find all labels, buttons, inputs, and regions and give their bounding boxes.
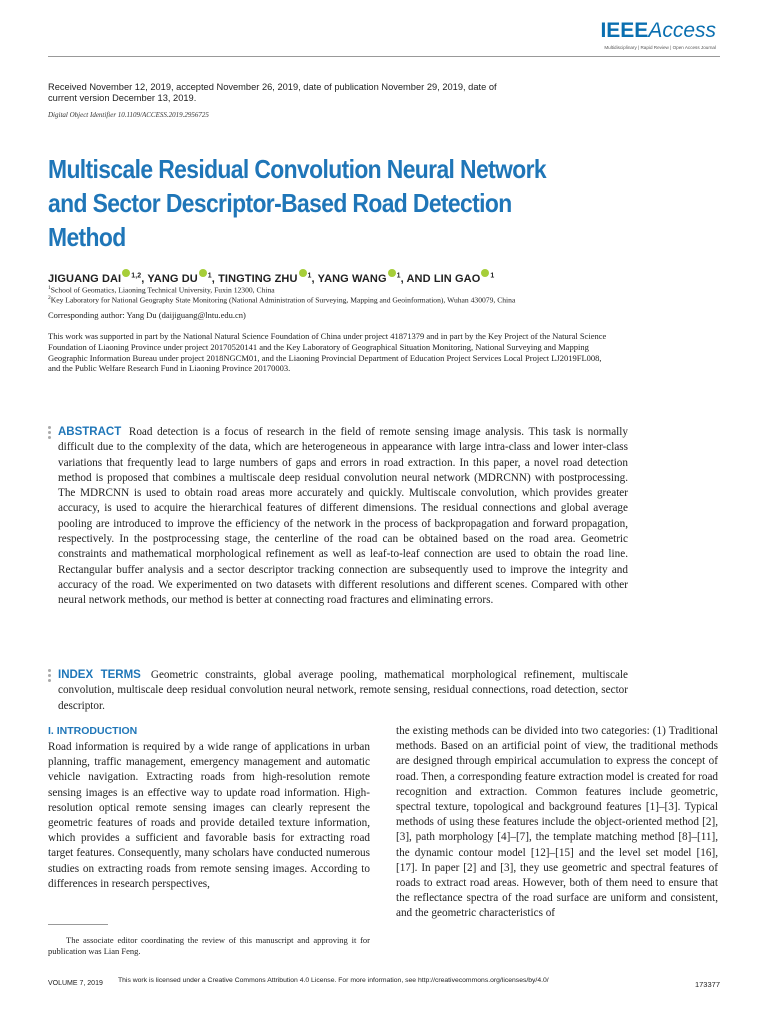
orcid-icon[interactable] [388,269,396,277]
author-separator: , AND [400,273,434,285]
section-heading: I. INTRODUCTION [48,725,138,737]
journal-tagline: Multidisciplinary | Rapid Review | Open Access Journal [604,45,716,50]
index-terms-text: Geometric constraints, global average pooling, mathematical morphological refinement, multiscale convolution, multiscale deep residual convolution neural network, remote sensing, residual connections, road detection, sector descriptor. [58,669,629,712]
author-name: TINGTING ZHU [218,273,298,285]
corresponding-author: Corresponding author: Yang Du (daijiguang@lntu.edu.cn) [48,310,246,320]
orcid-icon[interactable] [199,269,207,277]
affiliation-text: Key Laboratory for National Geography State Monitoring (National Administration of Surveying, Mapping and Geoinformation), Wuhan 430079, China [50,295,516,305]
affiliation-number: 1 [48,285,51,291]
intro-left-column: Road information is required by a wide range of applications in urban planning, traffic management, emergency management and automatic vehicle navigation. Extracting roads from high-resolution remote sensing images is an effective way to update road information. High-resolution optical remote sensing images can clearly represent the geometric features of roads and provide detailed texture information, which provides a sufficient and favorable basis for extracting road target features. Consequently, many scholars have conducted numerous studies on extracting roads from remote sensing images. According to differences in research perspectives, [48,741,370,890]
footer-volume: VOLUME 7, 2019 [48,980,103,987]
author-separator: , [141,273,148,285]
abstract-label: ABSTRACT [58,426,122,438]
orcid-icon[interactable] [122,269,130,277]
affiliation-2 [48,294,515,305]
index-terms-marker-icon [48,669,52,684]
affiliation-1 [48,284,275,295]
index-terms [58,668,628,714]
logo-access: Access [648,19,716,42]
affiliation-number: 2 [48,295,51,301]
author-affil: 1 [490,272,495,280]
header-divider [48,56,720,57]
author-name: YANG WANG [317,273,387,285]
author-name: LIN GAO [433,273,481,285]
author-list [48,269,494,285]
funding-statement: This work was supported in part by the National Natural Science Foundation of China under project 41871379 and in part by the Key Project of the Natural Science Foundation of Liaoning Province under project 20170520141 and the Key Laboratory of Geographical Situation Monitoring, National Surveying and Mapping Geographic Information Bureau under project 2018NGCM01, and the Liaoning Provincial Department of Education Project Services Local Project LJ2019FL008, and the Public Welfare Research Fund in Liaoning Province 20170003. [48,331,607,374]
footer-license[interactable]: This work is licensed under a Creative Commons Attribution 4.0 License. For more information, see http://creativecommons.org/licenses/by/4.0/ [118,977,549,984]
abstract-marker-icon [48,426,52,441]
paper-title: Multiscale Residual Convolution Neural Network and Sector Descriptor-Based Road Detection Method [48,154,546,252]
abstract-text: Road detection is a focus of research in the field of remote sensing image analysis. This task is normally difficult due to the complexity of the data, which are heterogeneous in appearance with large intra-class and lower inter-class variations that frequently lead to large numbers of gaps and errors in road extraction. In this paper, a novel road detection method is proposed that combines a multiscale deep residual convolution neural network (MDRCNN) with postprocessing. The MDRCNN is used to obtain road areas more accurately and quickly. Multiscale convolution, which provides greater accuracy, is used to acquire the hierarchical features of different dimensions. The residual connections and global average pooling are introduced to improve the efficiency of the network in the process of backpropagation and forward propagation, respectively. In the postprocessing stage, the centerline of the road can be obtained based on the road area. Geometric constraints and mathematical morphological refinement as well as leaf-to-leaf connection are used to obtain the road line. Rectangular buffer analysis and a sector descriptor tracking connection are subsequently used to improve the integrity and accuracy of the road. We experimented on two datasets with different resolutions and different scenes. Compared with other neural network methods, our method is better at connecting road fractures and eliminating errors. [58,426,628,607]
page-number: 173377 [694,980,720,989]
author-name: YANG DU [147,273,198,285]
publication-dates: Received November 12, 2019, accepted November 26, 2019, date of publication November 29, 2019, date of current version December 13, 2019. [48,82,497,103]
author-affil: 1 [396,272,401,280]
index-terms-label: INDEX TERMS [58,669,141,681]
author-affil: 1,2 [131,272,142,280]
author-separator: , [311,273,318,285]
footnote-divider [48,924,108,925]
affiliation-text: School of Geomatics, Liaoning Technical University, Fuxin 12300, China [50,285,275,295]
journal-logo [600,20,716,50]
author-affil: 1 [307,272,312,280]
author-separator: , [211,273,219,285]
author-name: JIGUANG DAI [48,273,122,285]
intro-right-column: the existing methods can be divided into two categories: (1) Traditional methods. Based on an artificial point of view, the traditional methods are designed through empirical accumulation to express the concept of road. Then, a corresponding feature extraction model is created for road recognition and extraction. Common features include geometric, spectral texture, topological and background features [1]–[3]. Typical methods of using these features include the object-oriented method [2], [3], path morphology [4]–[7], the template matching method [8]–[11], the dynamic contour model [12]–[15] and the level set model [16], [17]. In paper [2] and [3], they use geometric and spectral features of roads to extract road areas. However, both of them need to ensure that the reflectance spectra of the road surface are uniform and consistent, and the geometric characteristics of [396,725,718,920]
editor-footnote: The associate editor coordinating the review of this manuscript and approving it for publication was Lian Feng. [48,935,370,956]
abstract [58,425,628,609]
orcid-icon[interactable] [481,269,489,277]
logo-ieee: IEEE [600,19,649,42]
doi[interactable]: Digital Object Identifier 10.1109/ACCESS.2019.2956725 [48,111,209,119]
author-affil: 1 [207,272,212,280]
orcid-icon[interactable] [299,269,307,277]
